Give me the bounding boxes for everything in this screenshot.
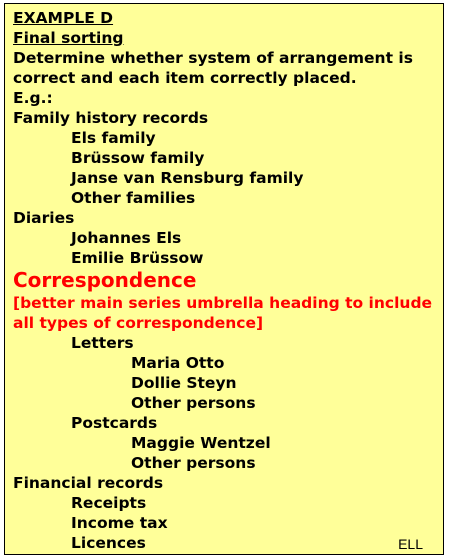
intro-text: Determine whether system of arrangement is correct and each item correctly placed. — [13, 49, 413, 87]
list-item: Maggie Wentzel — [131, 434, 271, 452]
list-item: Other families — [71, 189, 196, 207]
list-item: Income tax — [71, 514, 168, 532]
correspondence-note: [better main series umbrella heading to include all types of correspondence] — [13, 294, 433, 332]
list-item-label: Licences — [71, 534, 146, 552]
list-item: Emilie Brüssow — [71, 249, 204, 267]
list-item: Dollie Steyn — [131, 374, 237, 392]
series-diaries: Diaries — [13, 209, 75, 227]
list-item-last — [13, 533, 435, 553]
list-item: Brüssow family — [71, 149, 205, 167]
section-subheading: Final sorting — [13, 29, 124, 47]
list-item: Other persons — [131, 454, 256, 472]
eg-label: E.g.: — [13, 89, 53, 107]
series-family-history: Family history records — [13, 109, 209, 127]
list-item: Johannes Els — [71, 229, 182, 247]
series-financial: Financial records — [13, 474, 164, 492]
series-correspondence: Correspondence — [13, 268, 197, 292]
subseries-postcards: Postcards — [71, 414, 158, 432]
list-item: Els family — [71, 129, 156, 147]
list-item: Other persons — [131, 394, 256, 412]
list-item: Janse van Rensburg family — [71, 169, 304, 187]
example-heading: EXAMPLE D — [13, 9, 114, 27]
list-item: Receipts — [71, 494, 147, 512]
list-item: Maria Otto — [131, 354, 225, 372]
example-card — [4, 3, 444, 555]
author-mark: ELL — [398, 536, 423, 552]
subseries-letters: Letters — [71, 334, 134, 352]
